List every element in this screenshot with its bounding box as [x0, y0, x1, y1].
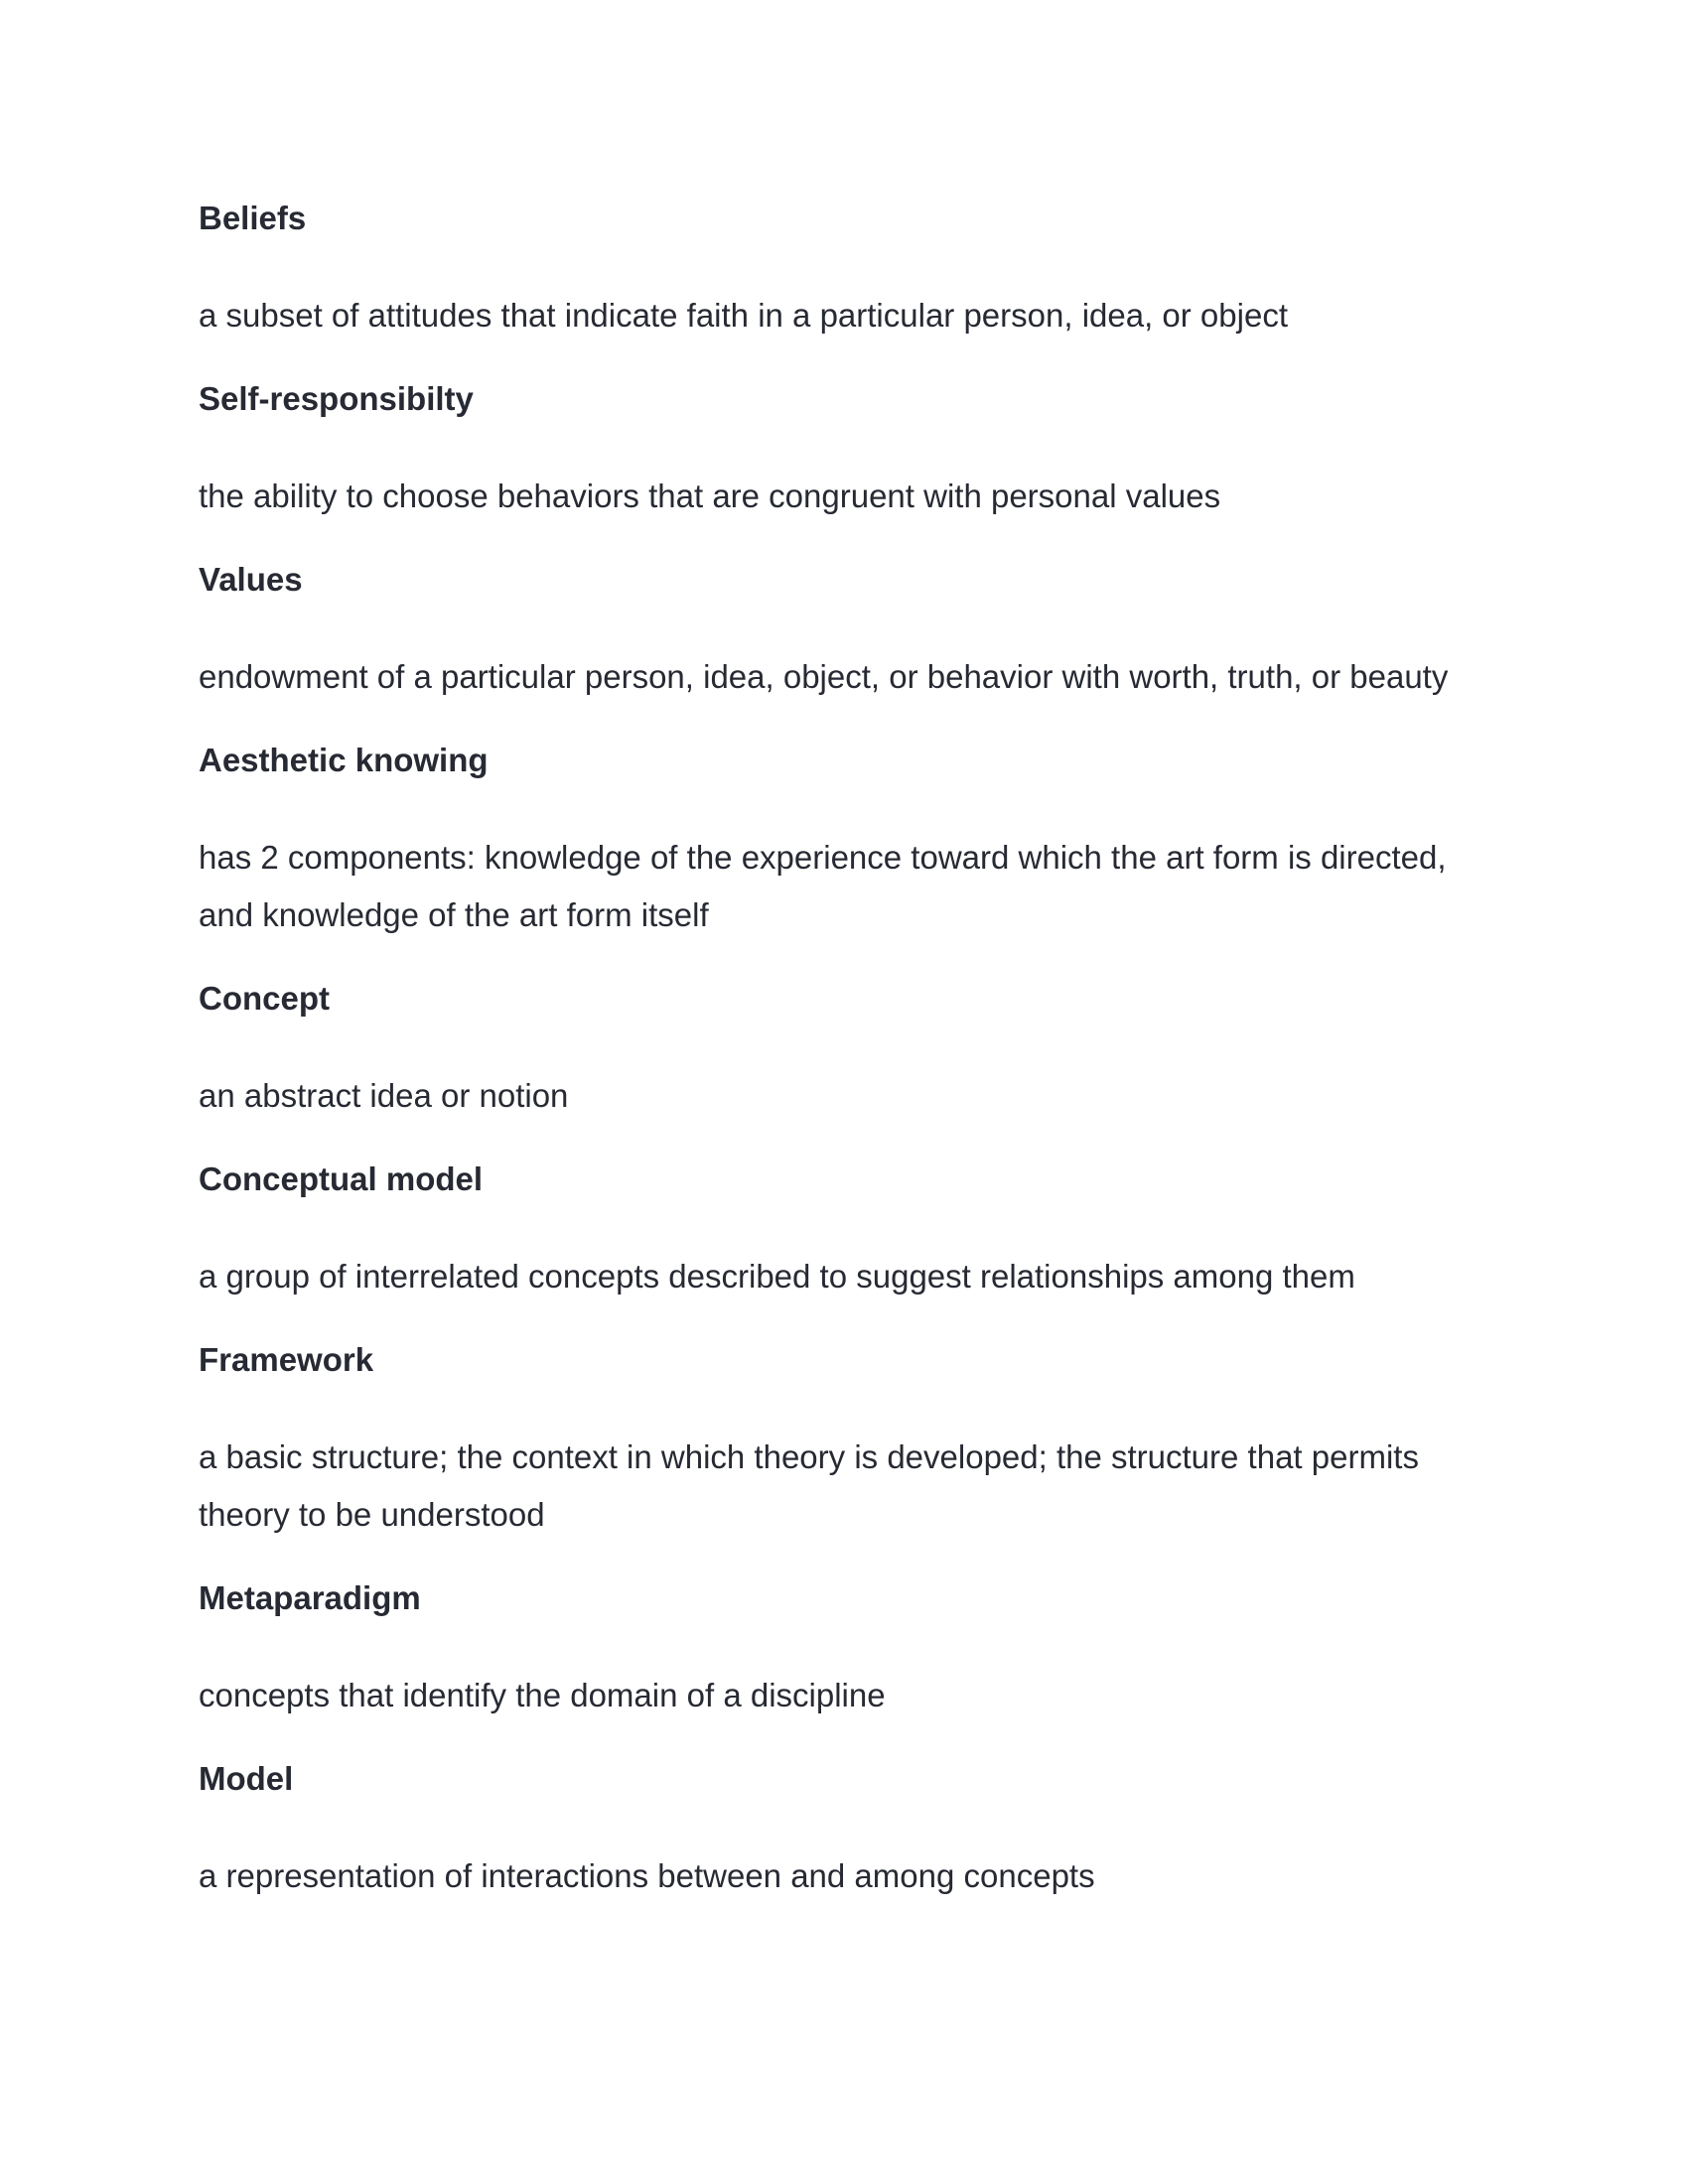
term: Values: [199, 561, 303, 598]
entry-model: [199, 1757, 1489, 1905]
entry-metaparadigm: [199, 1576, 1489, 1724]
term: Self-responsibilty: [199, 380, 474, 417]
term: Conceptual model: [199, 1160, 484, 1197]
entry-conceptual-model: [199, 1158, 1489, 1305]
definition: a subset of attitudes that indicate faith in a particular person, idea, or object: [199, 297, 1288, 334]
term: Concept: [199, 980, 330, 1017]
entry-concept: [199, 977, 1489, 1125]
term: Aesthetic knowing: [199, 742, 489, 778]
definition: an abstract idea or notion: [199, 1077, 569, 1114]
definition: has 2 components: knowledge of the experience toward which the art form is directed, and knowledge of the art form itself: [199, 839, 1447, 933]
definition: endowment of a particular person, idea, object, or behavior with worth, truth, or beauty: [199, 658, 1449, 695]
definition: concepts that identify the domain of a discipline: [199, 1677, 886, 1713]
definition: a basic structure; the context in which theory is developed; the structure that permits theory to be understood: [199, 1438, 1419, 1533]
entry-aesthetic-knowing: [199, 739, 1489, 944]
term: Beliefs: [199, 200, 307, 236]
entry-framework: [199, 1338, 1489, 1544]
definition: a representation of interactions between and among concepts: [199, 1857, 1095, 1894]
term: Framework: [199, 1341, 374, 1378]
term: Metaparadigm: [199, 1579, 421, 1616]
flashcard-document: [199, 197, 1489, 1938]
entry-self-responsibilty: [199, 377, 1489, 525]
definition: the ability to choose behaviors that are congruent with personal values: [199, 478, 1221, 514]
entry-values: [199, 558, 1489, 706]
entry-beliefs: [199, 197, 1489, 344]
definition: a group of interrelated concepts described to suggest relationships among them: [199, 1258, 1355, 1295]
term: Model: [199, 1760, 294, 1797]
